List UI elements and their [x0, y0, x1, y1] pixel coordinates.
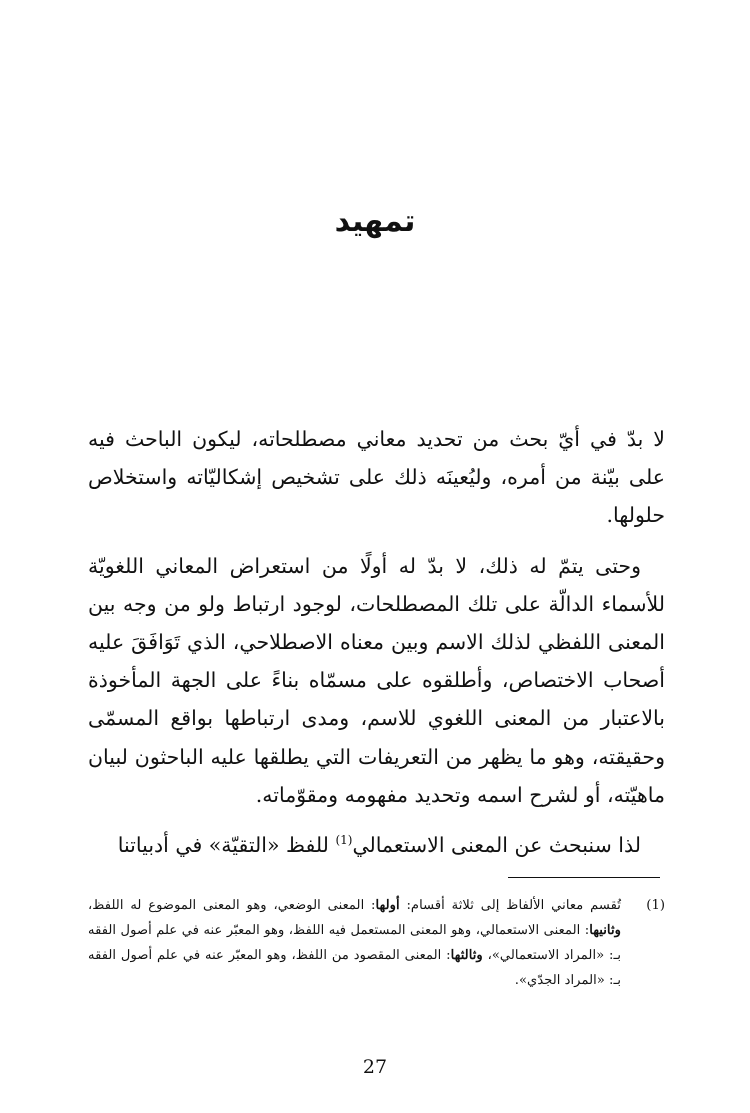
footnote-divider [508, 877, 660, 878]
paragraph-3 [88, 826, 665, 864]
footnote-reference[interactable]: (1) [335, 833, 353, 848]
footnote-keyword-third: وثالثها [450, 948, 483, 963]
paragraph-1: لا بدّ في أيّ بحث من تحديد معاني مصطلحاته، ليكون الباحث فيه على بيّنة من أمره، وليُعينَه ذلك على تشخيص إشكاليّاته واستخلاص حلولها. [88, 427, 665, 528]
main-text [88, 420, 665, 864]
paragraph-3-start: لذا سنبحث عن المعنى الاستعمالي [352, 833, 641, 858]
footnote-keyword-second: وثانيها [589, 923, 621, 938]
footnote-keyword-first: أولها [375, 898, 400, 913]
chapter-title: تمهيد [334, 204, 416, 239]
footnote-segment-4: : المعنى المقصود من اللفظ، وهو المعبّر عنه في علم أصول الفقه بـ: «المراد الجدّي». [88, 948, 621, 988]
page-number: 27 [362, 1056, 388, 1078]
footnote-segment-2: : المعنى الوضعي، وهو المعنى الموضوع له اللفظ، [88, 898, 376, 913]
footnote-number: (1) [646, 898, 665, 913]
footnote-segment-1: تُقسم معاني الألفاظ إلى ثلاثة أقسام: [399, 898, 621, 913]
footnote-segment-3: : المعنى الاستعمالي، وهو المعنى المستعمل فيه اللفظ، وهو المعبّر عنه في علم أصول الفقه بـ: «المراد الاستعمالي»، [88, 923, 621, 963]
paragraph-3-end: للفظ «التقيّة» في أدبياتنا [117, 833, 336, 858]
footnote-text [88, 893, 621, 993]
footnote [88, 893, 665, 993]
paragraph-2: وحتى يتمّ له ذلك، لا بدّ له أولًا من استعراض المعاني اللغويّة للأسماء الدالّة على تلك المصطلحات، لوجود ارتباط ولو من وجه بين المعنى اللفظي لذلك الاسم وبين معناه الاصطلاحي، الذي تَوَافَقَ عليه أصحاب الاختصاص، وأطلقوه على مسمّاه بناءً على الجهة المأخوذة بالاعتبار من المعنى اللغوي للاسم، ومدى ارتباطها بواقع المسمّى وحقيقته، وهو ما يظهر من التعريفات التي يطلقها عليه الباحثون لبيان ماهيّته، أو لشرح اسمه وتحديد مفهومه ومقوّماته. [88, 553, 665, 807]
